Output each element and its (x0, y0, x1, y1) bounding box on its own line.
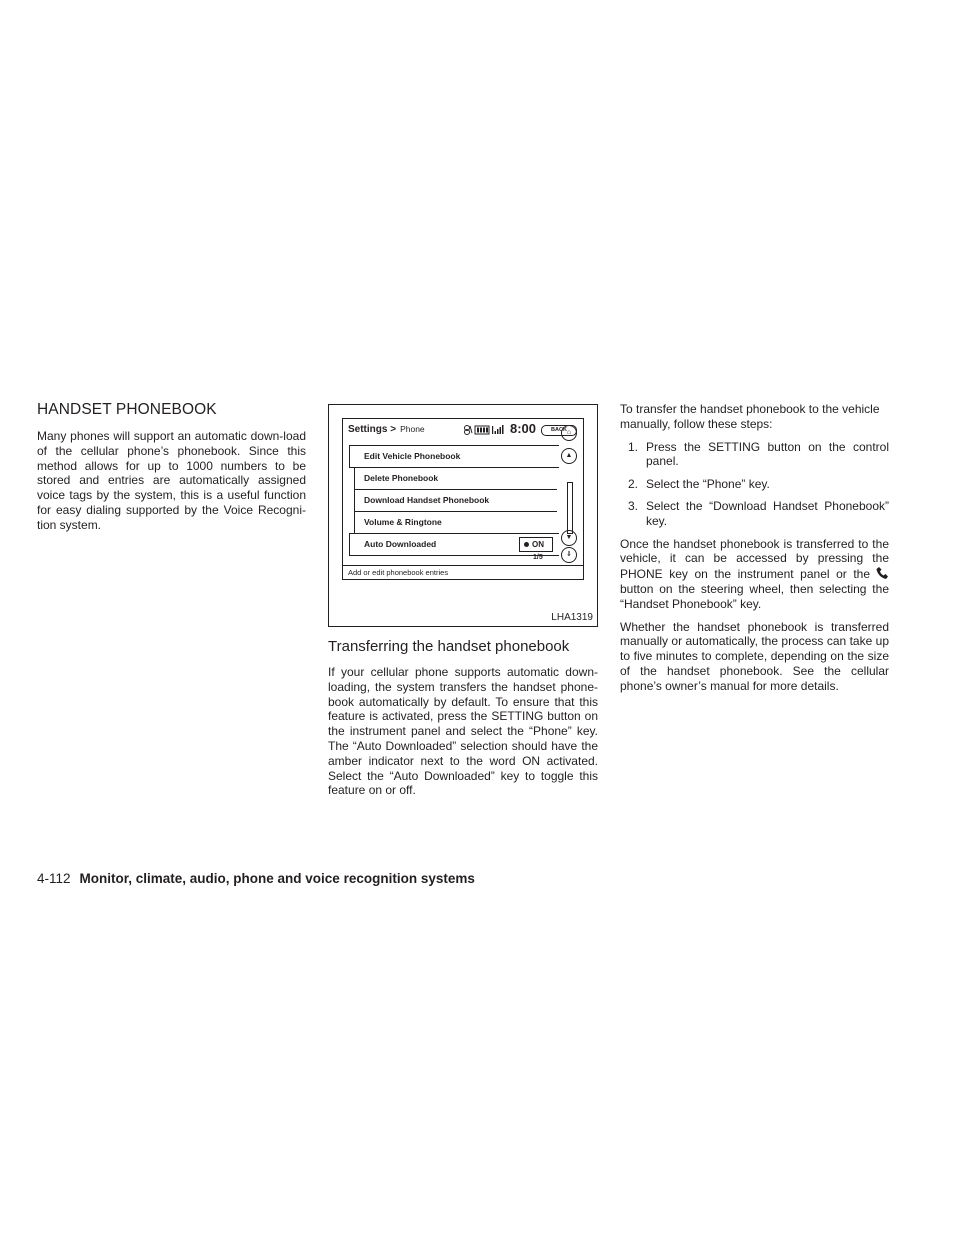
page-number: 4-112 (37, 871, 71, 886)
menu-item-download-handset-phonebook[interactable] (354, 489, 554, 512)
step-number: 1. (628, 439, 639, 454)
menu-item-label: Download Handset Phonebook (364, 495, 490, 505)
menu-item-label: Auto Downloaded (364, 539, 437, 549)
page-indicator: 1/5 (533, 554, 543, 561)
screen-title (348, 424, 425, 435)
status-icons (463, 424, 511, 435)
step-item (620, 477, 889, 492)
screen-footer-text: Add or edit phonebook entries (348, 568, 449, 577)
access-text-a: Once the handset phonebook is transferred to the vehicle, it can be accessed by pressing the PHONE key on the instrument panel or the (620, 536, 889, 582)
step-item (620, 499, 889, 529)
figure-phone-settings-screen (328, 404, 598, 627)
step-text: Select the “Download Handset Phonebook” key. (646, 498, 889, 528)
access-paragraph (620, 537, 889, 612)
signal-strength-icon (492, 425, 504, 434)
back-label: BACK (551, 427, 567, 433)
phone-settings-menu (349, 445, 558, 557)
clock: 8:00 (510, 421, 537, 436)
bluetooth-icon (465, 426, 473, 435)
scroll-down-icon[interactable]: ▼ (561, 530, 577, 546)
chapter-title: Monitor, climate, audio, phone and voice recognition systems (79, 871, 475, 886)
step-number: 3. (628, 498, 639, 513)
steps-intro: To transfer the handset phonebook to the vehicle manually, follow these steps: (620, 402, 880, 431)
steps-list (620, 440, 889, 529)
column-left (37, 401, 306, 541)
screen-header (343, 419, 583, 439)
step-number: 2. (628, 476, 639, 491)
battery-icon (475, 426, 489, 434)
column-right (620, 402, 889, 702)
menu-item-label: Edit Vehicle Phonebook (364, 451, 461, 461)
breadcrumb: Phone (400, 424, 425, 434)
menu-item-delete-phonebook[interactable] (354, 467, 557, 490)
screen-title-text: Settings > (348, 424, 397, 435)
screen-footer (343, 565, 583, 580)
menu-item-auto-downloaded[interactable] (349, 533, 559, 556)
step-text: Select the “Phone” key. (646, 476, 770, 491)
on-indicator (519, 537, 553, 552)
menu-item-label: Volume & Ringtone (364, 517, 442, 527)
figure-code: LHA1319 (551, 612, 593, 623)
menu-item-volume-ringtone[interactable] (354, 511, 557, 534)
page-down-icon[interactable]: ⇓ (561, 547, 577, 563)
auto-download-paragraph: If your cellular phone supports automatic down-loading, the system transfers the handset phone-book automatically by default. To ensure that this feature is activated, press the SETTING button on the instrument panel and select the “Phone” key. The “Auto Downloaded” selection should have the amber indicator next to the word ON activated. Select the “Auto Downloaded” key to toggle this feature on or off. (328, 665, 598, 798)
column-middle (328, 404, 598, 806)
page-up-icon[interactable]: ▲ (561, 448, 577, 464)
menu-item-edit-vehicle-phonebook[interactable] (349, 445, 559, 468)
section-heading: HANDSET PHONEBOOK (37, 401, 217, 418)
scrollbar[interactable] (567, 482, 573, 534)
phone-handset-icon (875, 566, 889, 580)
sub-heading: Transferring the handset phonebook (328, 638, 570, 655)
on-label: ON (532, 540, 544, 549)
page-footer (37, 871, 475, 886)
menu-item-label: Delete Phonebook (364, 473, 439, 483)
intro-paragraph: Many phones will support an automatic down-load of the cellular phone’s phonebook. Since this method allows for up to 1000 numbers to be stored and entries are automatically assigned voice tags by the system, this is a useful function for easy dialing supported by the Voice Recogni-tion system. (37, 429, 306, 532)
step-item (620, 440, 889, 470)
display-screen (342, 418, 584, 580)
home-icon[interactable]: ⌂ (561, 425, 577, 441)
duration-paragraph: Whether the handset phonebook is transferred manually or automatically, the process can take up to five minutes to complete, depending on the size of the handset phonebook. See the cellular phone’s owner’s manual for more details. (620, 619, 889, 693)
indicator-dot-icon (524, 542, 529, 547)
step-text: Press the SETTING button on the control panel. (646, 439, 889, 469)
access-text-b: button on the steering wheel, then selecting the “Handset Phonebook” key. (620, 581, 889, 611)
